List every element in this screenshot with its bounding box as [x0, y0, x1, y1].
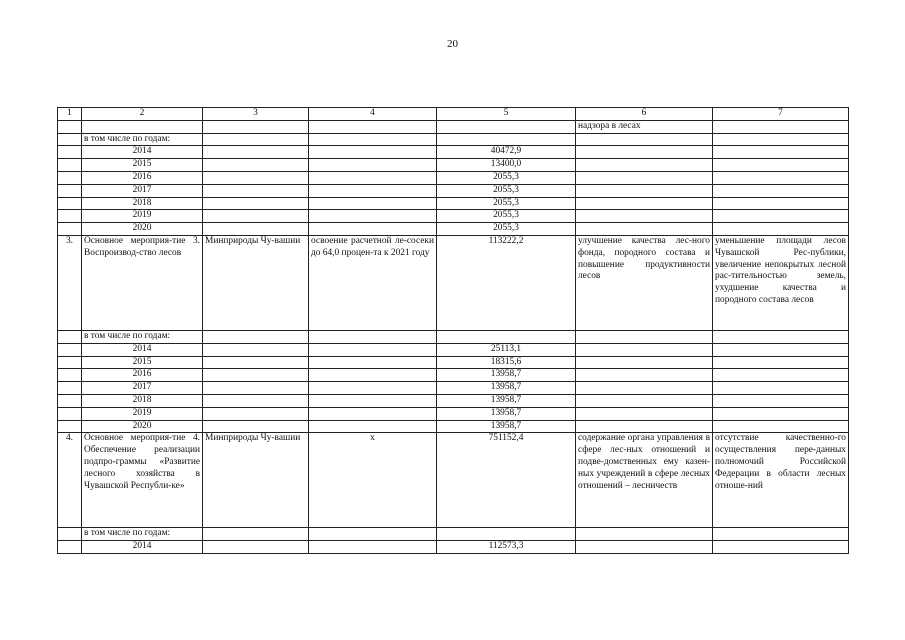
by-years-label: в том числе по годам:	[82, 330, 203, 343]
col-header: 1	[58, 108, 82, 121]
event-executor: Минприроды Чу-вашии	[203, 433, 309, 528]
by-years-label: в том числе по годам:	[82, 528, 203, 541]
program-table	[57, 107, 849, 554]
event-risk: уменьшение площади лесов Чувашской Рес-публики, увеличение непокрытых лесной рас-тительностью земель, ухудшение качества и породного состава лесов	[713, 235, 849, 330]
by-years-row	[58, 330, 849, 343]
table-row	[58, 343, 849, 356]
col-header: 4	[309, 108, 437, 121]
event-amount: 113222,2	[437, 235, 576, 330]
col-header: 6	[576, 108, 713, 121]
event-risk: отсутствие качественно-го осуществления пере-данных полномочий Российской Федерации в области лесных отноше-ний	[713, 433, 849, 528]
table-row	[58, 146, 849, 159]
table-row	[58, 356, 849, 369]
table-row	[58, 541, 849, 554]
amount-cell: 40472,9	[437, 146, 576, 159]
event-indicator: х	[309, 433, 437, 528]
amount-cell: 13958,7	[437, 394, 576, 407]
year-cell: 2014	[82, 541, 203, 554]
year-cell: 2016	[82, 369, 203, 382]
amount-cell: 13958,7	[437, 369, 576, 382]
year-cell: 2015	[82, 356, 203, 369]
year-cell: 2019	[82, 407, 203, 420]
result-cell: надзора в лесах	[576, 120, 713, 133]
table-row	[58, 197, 849, 210]
year-cell: 2014	[82, 146, 203, 159]
event-row-4	[58, 433, 849, 528]
event-executor: Минприроды Чу-вашии	[203, 235, 309, 330]
amount-cell: 2055,3	[437, 197, 576, 210]
amount-cell: 2055,3	[437, 171, 576, 184]
table-row	[58, 369, 849, 382]
amount-cell: 2055,3	[437, 210, 576, 223]
event-name: Основное мероприя-тие 3. Воспроизвод-ство лесов	[82, 235, 203, 330]
year-cell: 2014	[82, 343, 203, 356]
event-number: 4.	[58, 433, 82, 528]
table-row	[58, 171, 849, 184]
amount-cell: 13400,0	[437, 159, 576, 172]
year-cell: 2018	[82, 197, 203, 210]
year-cell: 2017	[82, 382, 203, 395]
col-header: 3	[203, 108, 309, 121]
amount-cell: 25113,1	[437, 343, 576, 356]
year-cell: 2017	[82, 184, 203, 197]
by-years-label: в том числе по годам:	[82, 133, 203, 146]
table-row	[58, 223, 849, 236]
col-header: 5	[437, 108, 576, 121]
year-cell: 2015	[82, 159, 203, 172]
year-cell: 2020	[82, 420, 203, 433]
amount-cell: 13958,7	[437, 382, 576, 395]
amount-cell: 13958,7	[437, 407, 576, 420]
event-indicator: освоение расчетной ле-сосеки до 64,0 процен-та к 2021 году	[309, 235, 437, 330]
col-header: 7	[713, 108, 849, 121]
event-name: Основное мероприя-тие 4. Обеспечение реализации подпро-граммы «Развитие лесного хозяйства в Чувашской Республи-ке»	[82, 433, 203, 528]
col-header: 2	[82, 108, 203, 121]
page-number: 20	[447, 38, 458, 50]
amount-cell: 2055,3	[437, 223, 576, 236]
year-cell: 2019	[82, 210, 203, 223]
table-row	[58, 159, 849, 172]
table-row	[58, 382, 849, 395]
by-years-row	[58, 133, 849, 146]
table-row	[58, 184, 849, 197]
event-result: улучшение качества лес-ного фонда, породного состава и повышение продуктивности лесов	[576, 235, 713, 330]
table-row	[58, 394, 849, 407]
year-cell: 2016	[82, 171, 203, 184]
event-amount: 751152,4	[437, 433, 576, 528]
table-row	[58, 420, 849, 433]
event-number: 3.	[58, 235, 82, 330]
amount-cell: 18315,6	[437, 356, 576, 369]
by-years-row	[58, 528, 849, 541]
amount-cell: 112573,3	[437, 541, 576, 554]
amount-cell: 13958,7	[437, 420, 576, 433]
column-numbers-row	[58, 108, 849, 121]
continuation-row	[58, 120, 849, 133]
event-row-3	[58, 235, 849, 330]
year-cell: 2020	[82, 223, 203, 236]
year-cell: 2018	[82, 394, 203, 407]
amount-cell: 2055,3	[437, 184, 576, 197]
event-result: содержание органа управления в сфере лес-ных отношений и подве-домственных ему казен-ных учреждений в сфере лесных отношений – лесничеств	[576, 433, 713, 528]
table-row	[58, 210, 849, 223]
table-row	[58, 407, 849, 420]
